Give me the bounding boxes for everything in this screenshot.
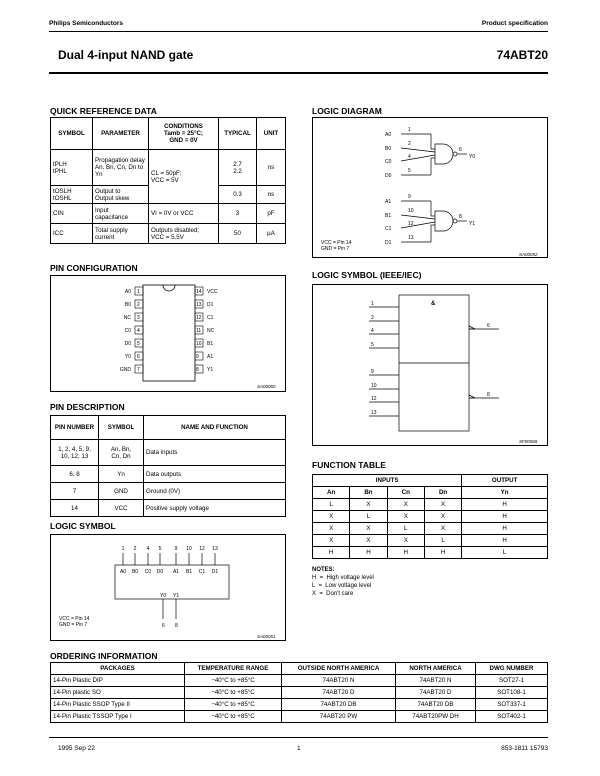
qr-unit: µA xyxy=(257,224,286,244)
ord-col: OUTSIDE NORTH AMERICA xyxy=(282,663,396,675)
ft-inputs: INPUTS xyxy=(313,475,462,487)
qr-typical: 50 xyxy=(219,224,257,244)
ls-pin-number: 2 xyxy=(133,546,137,552)
quick-ref-table xyxy=(50,117,286,244)
ord-cell: 14-Pin Plastic TSSOP Type I xyxy=(51,711,185,723)
g2-in-a: A1 xyxy=(385,199,392,205)
ieee-ref: SF00068 xyxy=(519,439,538,444)
pd-symbol: VCC xyxy=(99,500,144,517)
ls-pin-number: 5 xyxy=(158,546,162,552)
footer-rule xyxy=(49,737,548,738)
col-pin: PIN NUMBER xyxy=(51,416,99,440)
ord-cell: SOT402-1 xyxy=(476,711,548,723)
pin-config-heading: PIN CONFIGURATION xyxy=(50,263,138,273)
ord-cell: 74ABT20 N xyxy=(282,675,396,687)
ft-col: Dn xyxy=(424,487,461,499)
logic-diagram-heading: LOGIC DIAGRAM xyxy=(312,106,382,116)
ls-out-label: Y1 xyxy=(173,593,180,599)
ls-vcc-note: VCC = Pin 14 xyxy=(59,616,90,622)
ls-pin-number: 12 xyxy=(199,546,205,552)
nand-gate-1 xyxy=(435,144,453,164)
col-symbol: SYMBOL xyxy=(99,416,144,440)
doc-type: Product specification xyxy=(481,20,548,27)
header-rule xyxy=(49,31,548,32)
ord-row xyxy=(51,699,548,711)
ord-row xyxy=(51,687,548,699)
ord-cell: −40°C to +85°C xyxy=(185,675,282,687)
col-symbol: SYMBOL xyxy=(51,118,93,150)
pd-name: Data inputs xyxy=(144,440,286,466)
pin-label: D0 xyxy=(124,341,131,347)
ft-note: L = Low voltage level xyxy=(312,583,372,589)
pin-number: 5 xyxy=(137,341,140,347)
ord-cell: −40°C to +85°C xyxy=(185,687,282,699)
qr-symbol: tPLH tPHL xyxy=(51,150,93,186)
ft-cell: X xyxy=(350,535,387,547)
ft-cell: L xyxy=(387,523,424,535)
qr-parameter: Total supply current xyxy=(93,224,149,244)
footer-code: 853-1811 15793 xyxy=(501,745,548,752)
g1-in-c: C0 xyxy=(385,159,392,165)
function-table-heading: FUNCTION TABLE xyxy=(312,460,386,470)
ls-gnd-note: GND = Pin 7 xyxy=(59,622,88,628)
qr-unit: ns xyxy=(257,186,286,204)
qr-typical: 0.3 xyxy=(219,186,257,204)
g2-pin-4: 13 xyxy=(408,235,414,241)
ls-pin-label: A1 xyxy=(172,569,180,575)
cond-line1: CONDITIONS xyxy=(164,123,203,130)
ft-cell: H xyxy=(313,547,350,559)
g1-out-pin: 6 xyxy=(459,147,462,153)
ls-pin-label: D0 xyxy=(156,569,164,575)
logic-symbol-box xyxy=(50,534,286,641)
pd-pin: 1, 2, 4, 5, 9, 10, 12, 13 xyxy=(51,440,99,466)
ft-cell: H xyxy=(350,547,387,559)
pin-desc-table xyxy=(50,415,286,517)
g2-pin-3: 12 xyxy=(408,221,414,227)
gnd-note: GND = Pin 7 xyxy=(321,246,350,252)
ieee-in-2: 2 xyxy=(371,315,374,321)
pin-config-diagram xyxy=(51,276,287,393)
qr-parameter: Output to Output skew xyxy=(93,186,149,204)
pin-label: D1 xyxy=(207,302,214,308)
pin-number: 1 xyxy=(137,289,140,295)
ls-out-pin: 6 xyxy=(162,623,165,629)
ieee-and-symbol: & xyxy=(431,301,436,307)
pin-label: NC xyxy=(207,328,215,334)
page-title: Dual 4-input NAND gate xyxy=(58,48,194,62)
company-name: Philips Semiconductors xyxy=(49,20,124,27)
ord-cell: 74ABT20 D xyxy=(282,687,396,699)
qr-symbol: CIN xyxy=(51,204,93,224)
pin-number: 12 xyxy=(196,315,202,321)
ordering-table xyxy=(50,662,548,723)
ord-cell: −40°C to +85°C xyxy=(185,699,282,711)
ls-pin-number: 13 xyxy=(212,546,218,552)
pd-name: Positive supply voltage xyxy=(144,500,286,517)
ft-cell: X xyxy=(424,523,461,535)
cond-line3: GND = 0V xyxy=(169,137,198,144)
ord-col: DWG NUMBER xyxy=(476,663,548,675)
ieee-in-4: 5 xyxy=(371,342,374,348)
ord-cell: 14-Pin plastic SO xyxy=(51,687,185,699)
ord-cell: 74ABT20 DB xyxy=(282,699,396,711)
ft-cell: L xyxy=(424,535,461,547)
pin-label: B1 xyxy=(207,341,214,347)
ord-cell: −40°C to +85°C xyxy=(185,711,282,723)
pin-label: GND xyxy=(119,367,131,373)
ord-col: TEMPERATURE RANGE xyxy=(185,663,282,675)
footer-date: 1995 Sep 22 xyxy=(58,745,95,752)
ieee-heading: LOGIC SYMBOL (IEEE/IEC) xyxy=(312,270,422,280)
pin-desc-heading: PIN DESCRIPTION xyxy=(50,402,125,412)
pin-number: 9 xyxy=(196,354,199,360)
g2-pin-2: 10 xyxy=(408,208,414,214)
ord-cell: 74ABT20 DB xyxy=(396,699,476,711)
ls-pin-number: 4 xyxy=(146,546,150,552)
ieee-in-6: 10 xyxy=(371,383,377,389)
ft-row xyxy=(313,523,548,535)
nand-gate-2 xyxy=(435,211,453,231)
qr-unit: ns xyxy=(257,150,286,186)
pin-label: Y1 xyxy=(207,367,214,373)
ft-row xyxy=(313,535,548,547)
pin-number: 6 xyxy=(137,354,140,360)
ord-cell: SOT27-1 xyxy=(476,675,548,687)
ft-cell: X xyxy=(313,511,350,523)
g1-out: Y0 xyxy=(469,154,476,160)
qr-typical: 3 xyxy=(219,204,257,224)
col-conditions xyxy=(149,118,219,150)
quick-ref-heading: QUICK REFERENCE DATA xyxy=(50,106,157,116)
col-unit: UNIT xyxy=(257,118,286,150)
ft-cell: X xyxy=(350,523,387,535)
ft-output: OUTPUT xyxy=(462,475,548,487)
ft-col: Cn xyxy=(387,487,424,499)
g1-in-a: A0 xyxy=(385,132,392,138)
logic-symbol-diagram xyxy=(51,535,287,642)
ft-note: H = High voltage level xyxy=(312,575,374,581)
ft-cell: X xyxy=(387,511,424,523)
cond-line2: Tamb = 25°C; xyxy=(164,130,203,137)
g2-in-d: D1 xyxy=(385,240,392,246)
ft-cell: X xyxy=(313,535,350,547)
ls-pin-number: 1 xyxy=(121,546,125,552)
ft-cell: L xyxy=(462,547,548,559)
qr-parameter: Input capacitance xyxy=(93,204,149,224)
qr-unit: pF xyxy=(257,204,286,224)
g2-out: Y1 xyxy=(469,221,476,227)
pd-name: Data outputs xyxy=(144,466,286,483)
qr-parameter: Propagation delay An, Bn, Cn, Dn to Yn xyxy=(93,150,149,186)
pin-label: A0 xyxy=(124,289,131,295)
pin-number: 10 xyxy=(196,341,202,347)
ft-col: An xyxy=(313,487,350,499)
ft-cell: H xyxy=(462,535,548,547)
logic-diagram-box xyxy=(312,117,548,258)
pd-pin: 7 xyxy=(51,483,99,500)
ls-pin-label: A0 xyxy=(119,569,127,575)
ord-cell: 74ABT20 PW xyxy=(282,711,396,723)
ieee-in-7: 12 xyxy=(371,396,377,402)
ft-cell: H xyxy=(462,499,548,511)
pin-number: 2 xyxy=(137,302,140,308)
ordering-heading: ORDERING INFORMATION xyxy=(50,651,158,661)
logic-symbol-heading: LOGIC SYMBOL xyxy=(50,521,116,531)
diagram-ref: SA00052 xyxy=(519,252,538,257)
ft-cell: X xyxy=(313,523,350,535)
pin-label: VCC xyxy=(207,289,218,295)
ls-pin-label: C1 xyxy=(198,569,206,575)
ieee-in-3: 4 xyxy=(371,328,374,334)
vcc-note: VCC = Pin 14 xyxy=(321,240,352,246)
ls-out-label: Y0 xyxy=(160,593,167,599)
pin-number: 4 xyxy=(137,328,140,334)
ft-row xyxy=(313,511,548,523)
ls-ref: SA00051 xyxy=(257,634,276,639)
pd-pin: 14 xyxy=(51,500,99,517)
ft-cell: L xyxy=(350,511,387,523)
pd-symbol: An, Bn, Cn, Dn xyxy=(99,440,144,466)
ft-row xyxy=(313,499,548,511)
pd-symbol: GND xyxy=(99,483,144,500)
g1-pin-3: 4 xyxy=(408,154,411,160)
pin-number: 3 xyxy=(137,315,140,321)
ord-cell: 74ABT20PW DH xyxy=(396,711,476,723)
pin-label: B0 xyxy=(124,302,131,308)
ft-col: Bn xyxy=(350,487,387,499)
qr-symbol: tOSLH tOSHL xyxy=(51,186,93,204)
ls-pin-number: 10 xyxy=(186,546,192,552)
pin-number: 8 xyxy=(196,367,199,373)
pin-config-ref: SA00050 xyxy=(257,384,276,389)
dip-package xyxy=(143,285,195,381)
ft-cell: X xyxy=(387,499,424,511)
col-typical: TYPICAL xyxy=(219,118,257,150)
ord-cell: SOT108-1 xyxy=(476,687,548,699)
ls-pin-number: 9 xyxy=(174,546,178,552)
dip-notch xyxy=(163,285,175,291)
ft-cell: H xyxy=(424,547,461,559)
g2-in-b: B1 xyxy=(385,213,392,219)
ieee-in-8: 13 xyxy=(371,410,377,416)
pin-number: 7 xyxy=(137,367,140,373)
g1-in-b: B0 xyxy=(385,146,392,152)
ft-cell: X xyxy=(424,511,461,523)
pin-config-box xyxy=(50,275,286,392)
ord-cell: 74ABT20 D xyxy=(396,687,476,699)
logic-diagram xyxy=(313,118,549,259)
pin-label: NC xyxy=(123,315,131,321)
qr-conditions: VI = 0V or VCC xyxy=(149,204,219,224)
pin-number: 13 xyxy=(196,302,202,308)
ord-col: PACKAGES xyxy=(51,663,185,675)
g2-pin-1: 9 xyxy=(408,194,411,200)
ieee-symbol xyxy=(313,285,549,447)
page-number: 1 xyxy=(297,745,301,752)
pin-label: C0 xyxy=(124,328,131,334)
ieee-box xyxy=(312,284,548,446)
ls-pin-label: B0 xyxy=(131,569,139,575)
ft-col: Yn xyxy=(462,487,548,499)
ft-cell: H xyxy=(387,547,424,559)
pin-number: 11 xyxy=(196,328,202,334)
ft-cell: X xyxy=(350,499,387,511)
qr-conditions: Outputs disabled; VCC = 5.5V xyxy=(149,224,219,244)
function-table xyxy=(312,474,548,559)
ft-cell: X xyxy=(387,535,424,547)
ieee-out-2: 8 xyxy=(487,392,490,398)
pin-number: 14 xyxy=(196,289,202,295)
ls-pin-label: D1 xyxy=(211,569,219,575)
g1-in-d: D0 xyxy=(385,173,392,179)
title-rule xyxy=(49,72,548,74)
g1-pin-2: 2 xyxy=(408,141,411,147)
g2-out-pin: 8 xyxy=(459,214,462,220)
ord-cell: SOT337-1 xyxy=(476,699,548,711)
ord-row xyxy=(51,675,548,687)
ieee-out-1: 6 xyxy=(487,323,490,329)
g1-pin-1: 1 xyxy=(408,127,411,133)
ls-pin-label: B1 xyxy=(185,569,193,575)
g1-pin-4: 5 xyxy=(408,168,411,174)
pd-name: Ground (0V) xyxy=(144,483,286,500)
pin-label: C1 xyxy=(207,315,214,321)
part-number: 74ABT20 xyxy=(496,48,548,62)
qr-conditions: CL = 50pF; VCC = 5V xyxy=(149,150,219,204)
g2-in-c: C1 xyxy=(385,226,392,232)
ft-cell: H xyxy=(462,523,548,535)
pin-label: A1 xyxy=(207,354,214,360)
pd-symbol: Yn xyxy=(99,466,144,483)
ft-notes-title: NOTES: xyxy=(312,567,335,573)
ft-cell: X xyxy=(424,499,461,511)
ft-row xyxy=(313,547,548,559)
ord-cell: 14-Pin Plastic SSOP Type II xyxy=(51,699,185,711)
ls-pin-label: C0 xyxy=(144,569,152,575)
ls-out-pin: 8 xyxy=(175,623,178,629)
ft-note: X = Don't care xyxy=(312,591,354,597)
ord-col: NORTH AMERICA xyxy=(396,663,476,675)
col-name: NAME AND FUNCTION xyxy=(144,416,286,440)
ieee-in-1: 1 xyxy=(371,301,374,307)
ieee-in-5: 9 xyxy=(371,369,374,375)
col-parameter: PARAMETER xyxy=(93,118,149,150)
pin-label: Y0 xyxy=(124,354,131,360)
ord-cell: 74ABT20 N xyxy=(396,675,476,687)
qr-symbol: ICC xyxy=(51,224,93,244)
pd-pin: 6, 8 xyxy=(51,466,99,483)
ft-cell: L xyxy=(313,499,350,511)
ord-row xyxy=(51,711,548,723)
ft-cell: H xyxy=(462,511,548,523)
qr-typical: 2.7 2.2 xyxy=(219,150,257,186)
ord-cell: 14-Pin Plastic DIP xyxy=(51,675,185,687)
